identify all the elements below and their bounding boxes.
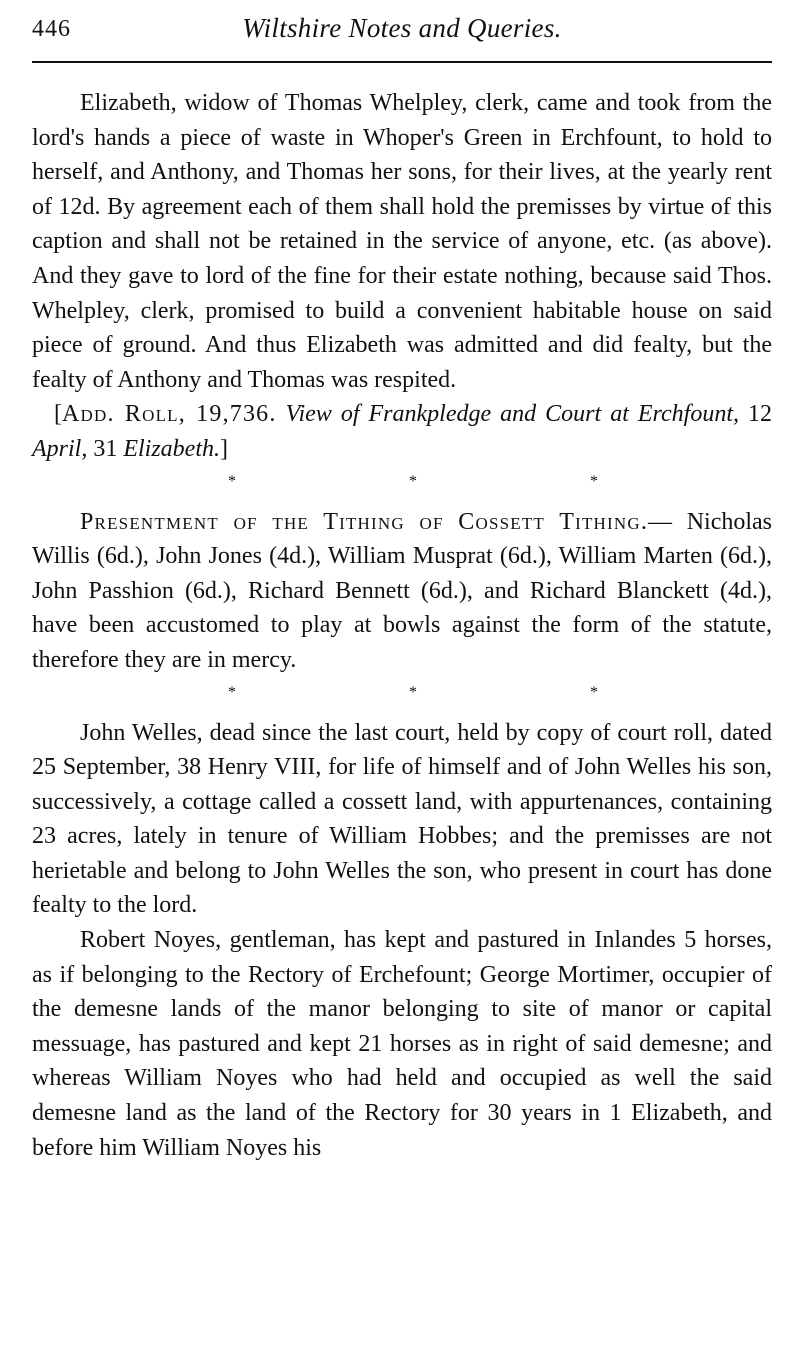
separator-star: *	[409, 472, 417, 490]
citation-reign: Elizabeth.	[123, 435, 220, 462]
separator-star: *	[590, 683, 598, 701]
section-separator	[228, 678, 598, 708]
header-rule	[32, 61, 772, 63]
page-header	[32, 0, 772, 58]
citation-year: 31	[93, 435, 118, 462]
body-text	[32, 86, 772, 1165]
document-page	[32, 0, 772, 1358]
running-title: Wiltshire Notes and Queries.	[242, 13, 562, 43]
separator-star: *	[228, 472, 236, 490]
paragraph-noyes: Robert Noyes, gentleman, has kept and pastured in Inlandes 5 horses, as if belonging to the Rectory of Erchefount; George Mortimer, occupier of the demesne lands of the manor belonging to site of manor or capital messuage, has pastured and kept 21 horses as in right of said demesne; and whereas William Noyes who had held and occupied as well the said demesne land as the land of the Rectory for 30 years in 1 Elizabeth, and before him William Noyes his	[32, 927, 772, 1161]
citation-open-bracket: [	[54, 401, 62, 428]
separator-star: *	[228, 683, 236, 701]
spacer	[32, 708, 772, 716]
spacer	[32, 497, 772, 505]
citation-day: 12	[748, 401, 773, 428]
paragraph-whelpley: Elizabeth, widow of Thomas Whelpley, clerk, came and took from the lord's hands a piece of waste in Whoper's Green in Erchfount, to hold to herself, and Anthony, and Thomas her sons, for their lives, at the yearly rent of 12d. By agreement each of them shall hold the premisses by virtue of this caption and shall not be retained in the service of anyone, etc. (as above). And they gave to lord of the fine for their estate nothing, because said Thos. Whelpley, clerk, promised to build a convenient habitable house on said piece of ground. And thus Elizabeth was admitted and did fealty, but the fealty of Anthony and Thomas was respited.	[32, 90, 772, 393]
separator-star: *	[590, 472, 598, 490]
citation-month: April,	[32, 435, 88, 462]
citation-close-bracket: ]	[220, 435, 228, 462]
page-number: 446	[32, 16, 71, 42]
citation-source: Add. Roll, 19,736.	[62, 401, 277, 428]
paragraph-presentment	[32, 505, 772, 678]
citation	[32, 397, 772, 466]
section-separator	[228, 467, 598, 497]
presentment-heading: Presentment of the Tithing of Cossett Tithing.—	[80, 508, 674, 535]
separator-star: *	[409, 683, 417, 701]
presentment-text: Nicholas Willis (6d.), John Jones (4d.), William Musprat (6d.), William Marten (6d.), John Passhion (6d.), Richard Bennett (6d.), and Richard Blanckett (4d.), have been accustomed to play at bowls against the form of the statute, therefore they are in mercy.	[32, 508, 772, 673]
paragraph-welles: John Welles, dead since the last court, held by copy of court roll, dated 25 September, 38 Henry VIII, for life of himself and of John Welles his son, successively, a cottage called a cossett land, with appurtenances, containing 23 acres, lately in tenure of William Hobbes; and the premisses are not herietable and belong to John Welles the son, who present in court has done fealty to the lord.	[32, 719, 772, 919]
citation-title: View of Frankpledge and Court at Erchfount,	[285, 401, 739, 428]
